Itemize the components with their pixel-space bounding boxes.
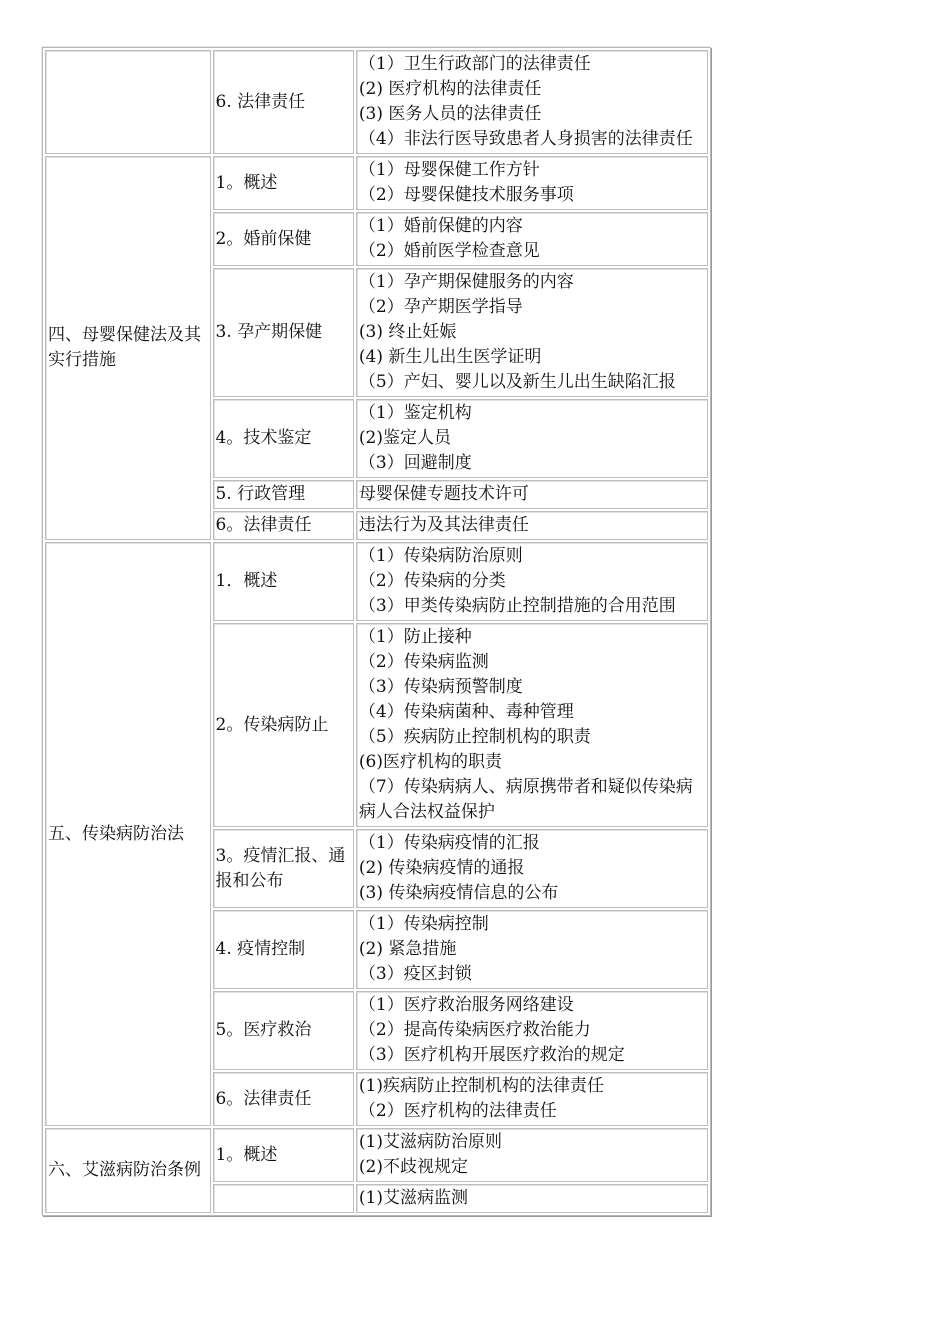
- section-items: [356, 829, 708, 908]
- chapter-title: [45, 50, 211, 154]
- section-title: 5。医疗救治: [213, 991, 354, 1070]
- chapter-title: 六、艾滋病防治条例: [45, 1128, 211, 1213]
- list-item: （2）医疗机构的法律责任: [358, 1101, 557, 1121]
- section-title: 6。法律责任: [213, 511, 354, 540]
- list-item: (2) 医疗机构的法律责任: [358, 79, 542, 99]
- section-items: [356, 399, 708, 478]
- section-items: [356, 511, 708, 540]
- list-item: （1）传染病疫情的汇报: [358, 833, 540, 853]
- list-item: (3) 终止妊娠: [358, 322, 457, 342]
- section-title: 5. 行政管理: [213, 480, 354, 509]
- list-item: (1)疾病防止控制机构的法律责任: [358, 1076, 605, 1096]
- section-title: 2。婚前保健: [213, 212, 354, 266]
- section-title: 2。传染病防止: [213, 623, 354, 827]
- list-item: (2) 紧急措施: [358, 939, 457, 959]
- section-items: [356, 542, 708, 621]
- list-item: （3）回避制度: [358, 453, 472, 473]
- section-title: 1．概述: [213, 542, 354, 621]
- list-item: （2）婚前医学检查意见: [358, 241, 540, 261]
- section-items: [356, 623, 708, 827]
- table-row: [45, 156, 708, 210]
- chapter-title: 四、母婴保健法及其实行措施: [45, 156, 211, 540]
- list-item: （3）甲类传染病防止控制措施的合用范围: [358, 596, 676, 616]
- list-item: （5）产妇、婴儿以及新生儿出生缺陷汇报: [358, 372, 676, 392]
- list-item: （2）传染病的分类: [358, 571, 506, 591]
- section-items: [356, 1128, 708, 1182]
- list-item: （1）卫生行政部门的法律责任: [358, 54, 591, 74]
- list-item: （2）母婴保健技术服务事项: [358, 185, 574, 205]
- section-title: 6. 法律责任: [213, 50, 354, 154]
- list-item: （3）疫区封锁: [358, 964, 472, 984]
- section-items: [356, 1072, 708, 1126]
- list-item: 母婴保健专题技术许可: [358, 484, 529, 504]
- section-title: 1。概述: [213, 1128, 354, 1182]
- section-items: [356, 212, 708, 266]
- list-item: （1）防止接种: [358, 627, 472, 647]
- list-item: (3) 医务人员的法律责任: [358, 104, 542, 124]
- list-item: （2）孕产期医学指导: [358, 297, 523, 317]
- list-item: (6)医疗机构的职责: [358, 752, 503, 772]
- list-item: （1）鉴定机构: [358, 403, 472, 423]
- list-item: （1）医疗救治服务网络建设: [358, 995, 574, 1015]
- list-item: （3）医疗机构开展医疗救治的规定: [358, 1045, 625, 1065]
- section-items: [356, 1184, 708, 1213]
- list-item: （2）传染病监测: [358, 652, 489, 672]
- section-title: 4. 疫情控制: [213, 910, 354, 989]
- list-item: (3) 传染病疫情信息的公布: [358, 883, 559, 903]
- table-row: [45, 542, 708, 621]
- section-items: [356, 268, 708, 397]
- list-item: （7）传染病病人、病原携带者和疑似传染病病人合法权益保护: [358, 777, 693, 822]
- list-item: （3）传染病预警制度: [358, 677, 523, 697]
- list-item: (2) 传染病疫情的通报: [358, 858, 525, 878]
- list-item: （5）疾病防止控制机构的职责: [358, 727, 591, 747]
- list-item: （1）婚前保健的内容: [358, 216, 523, 236]
- table-row: [45, 50, 708, 154]
- section-title: 6。法律责任: [213, 1072, 354, 1126]
- section-items: [356, 910, 708, 989]
- list-item: (4) 新生儿出生医学证明: [358, 347, 542, 367]
- list-item: (2)不歧视规定: [358, 1157, 469, 1177]
- list-item: （1）传染病防治原则: [358, 546, 523, 566]
- section-items: [356, 50, 708, 154]
- section-title: 3. 孕产期保健: [213, 268, 354, 397]
- section-items: [356, 480, 708, 509]
- list-item: （4）非法行医导致患者人身损害的法律责任: [358, 129, 693, 149]
- list-item: 违法行为及其法律责任: [358, 515, 529, 535]
- table-row: [45, 1128, 708, 1182]
- list-item: (2)鉴定人员: [358, 428, 452, 448]
- section-items: [356, 991, 708, 1070]
- section-title: [213, 1184, 354, 1213]
- list-item: （1）传染病控制: [358, 914, 489, 934]
- list-item: （2）提高传染病医疗救治能力: [358, 1020, 591, 1040]
- list-item: （1）孕产期保健服务的内容: [358, 272, 574, 292]
- list-item: (1)艾滋病防治原则: [358, 1132, 503, 1152]
- section-title: 1。概述: [213, 156, 354, 210]
- outline-body: [45, 50, 708, 1213]
- section-title: 3。疫情汇报、通报和公布: [213, 829, 354, 908]
- chapter-title: 五、传染病防治法: [45, 542, 211, 1126]
- list-item: （4）传染病菌种、毒种管理: [358, 702, 574, 722]
- section-title: 4。技术鉴定: [213, 399, 354, 478]
- list-item: （1）母婴保健工作方针: [358, 160, 540, 180]
- list-item: (1)艾滋病监测: [358, 1188, 469, 1208]
- outline-table: [42, 47, 711, 1216]
- section-items: [356, 156, 708, 210]
